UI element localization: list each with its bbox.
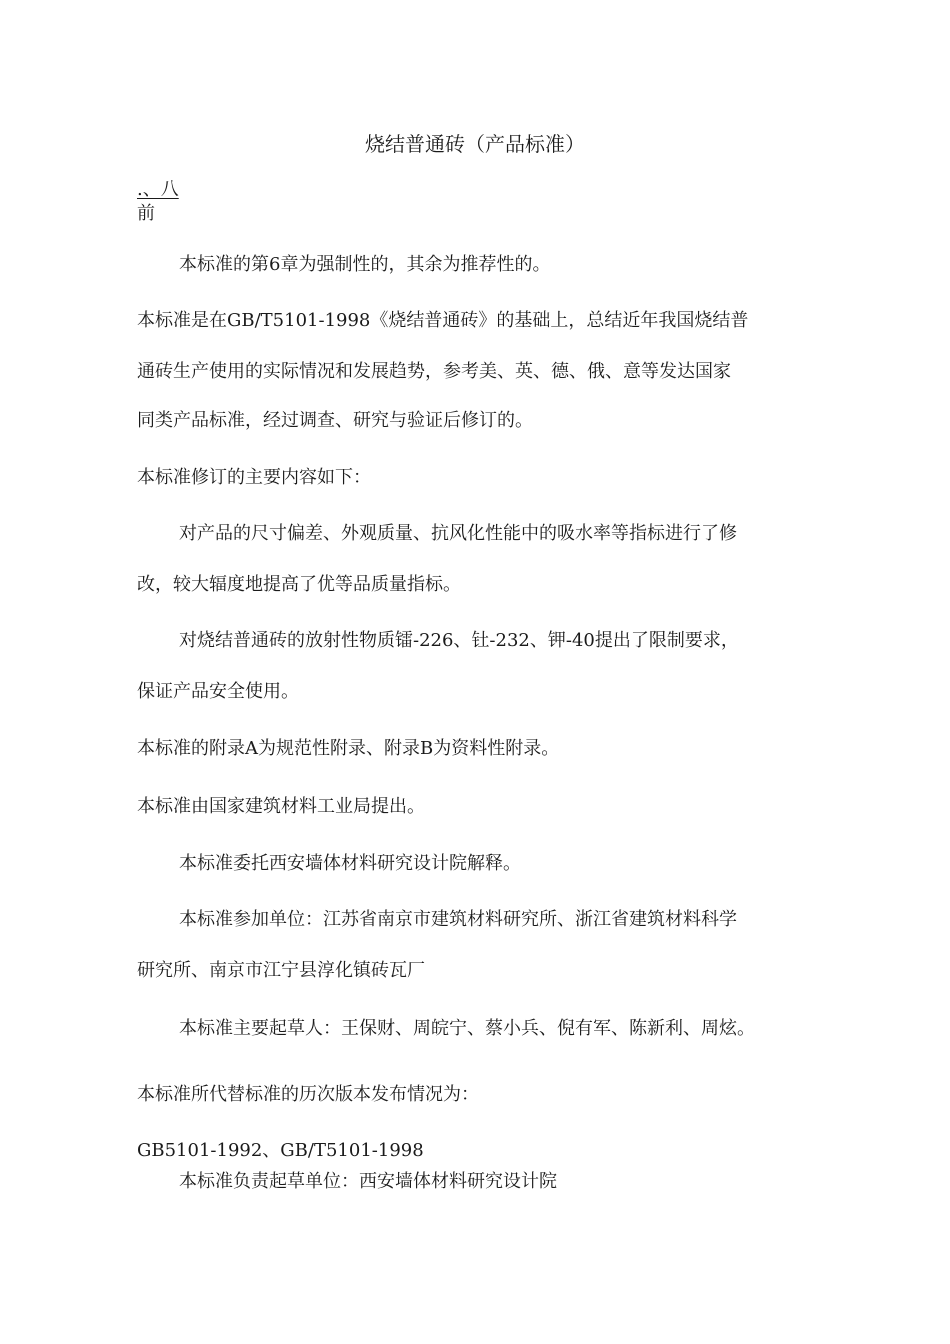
heading-marks: .、八 — [137, 179, 179, 200]
body-line: 保证产品安全使用。 — [137, 681, 299, 702]
body-line: 本标准委托西安墙体材料研究设计院解释。 — [179, 853, 521, 874]
body-line: 研究所、南京市江宁县淳化镇砖瓦厂 — [137, 960, 425, 981]
body-line: 本标准所代替标准的历次版本发布情况为： — [137, 1084, 479, 1105]
body-line: 本标准参加单位：江苏省南京市建筑材料研究所、浙江省建筑材料科学 — [179, 909, 737, 930]
body-line: 本标准是在GB/T5101-1998《烧结普通砖》的基础上，总结近年我国烧结普 — [137, 310, 749, 331]
body-line: 本标准的第6章为强制性的，其余为推荐性的。 — [179, 254, 551, 275]
body-line: 改，较大辐度地提高了优等品质量指标。 — [137, 574, 461, 595]
body-line: 本标准的附录A为规范性附录、附录B为资料性附录。 — [137, 738, 560, 759]
body-line: 本标准主要起草人：王保财、周皖宁、蔡小兵、倪有军、陈新利、周炫。 — [179, 1018, 755, 1039]
body-line: 同类产品标准，经过调查、研究与验证后修订的。 — [137, 410, 533, 431]
body-line: 通砖生产使用的实际情况和发展趋势，参考美、英、德、俄、意等发达国家 — [137, 361, 731, 382]
body-line: 本标准负责起草单位：西安墙体材料研究设计院 — [179, 1171, 557, 1192]
body-line: 对产品的尺寸偏差、外观质量、抗风化性能中的吸水率等指标进行了修 — [179, 523, 737, 544]
body-line: 本标准修订的主要内容如下： — [137, 467, 371, 488]
body-line: GB5101-1992、GB/T5101-1998 — [137, 1140, 424, 1161]
body-line: 本标准由国家建筑材料工业局提出。 — [137, 796, 425, 817]
document-title: 烧结普通砖（产品标准） — [365, 132, 585, 156]
body-line: 对烧结普通砖的放射性物质镭-226、钍-232、钾-40提出了限制要求， — [179, 630, 739, 651]
heading-word: 前 — [137, 203, 155, 224]
